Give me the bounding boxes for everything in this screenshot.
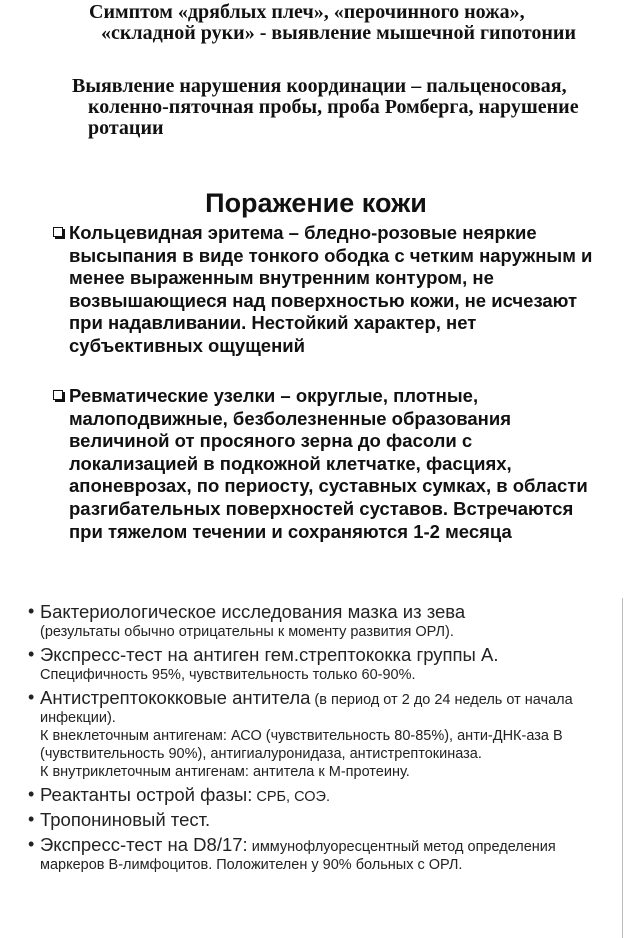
checkbox-bullet-icon	[53, 227, 63, 237]
bullet-dot-icon: •	[28, 784, 35, 804]
item-main-text: Экспресс-тест на D8/17:	[40, 834, 248, 855]
list-item	[28, 600, 613, 641]
list-item	[28, 783, 613, 806]
item-main-text: Тропониновый тест.	[40, 809, 211, 830]
item-inline-note: СРБ, СОЭ.	[252, 789, 331, 805]
paragraph-coordination: Выявление нарушения координации – пальценосовая, коленно-пяточная пробы, проба Ромберга, нарушение ротации	[72, 75, 579, 139]
bullet-dot-icon: •	[28, 601, 35, 621]
list-item	[28, 643, 613, 684]
item-line	[40, 686, 613, 727]
slide-lower-diagnostics	[28, 600, 613, 874]
item-extra-text: К внеклеточным антигенам: АСО (чувствительность 80-85%), анти-ДНК-аза В (чувствительность 90%), антигиалуронидаза, антистрептокиназа.	[40, 728, 563, 762]
list-item	[28, 808, 613, 831]
bullet-nodules	[50, 385, 600, 543]
bullet-erythema-text: Кольцевидная эритема – бледно-розовые неяркие высыпания в виде тонкого ободка с четким наружным и менее выраженным внутренним контуром, не возвышающиеся над поверхностью кожи, не исчезают при надавливании. Нестойкий характер, нет субъективных ощущений	[69, 222, 593, 356]
item-main-text: Реактанты острой фазы:	[40, 784, 253, 805]
list-item	[28, 686, 613, 781]
list-item	[28, 833, 613, 874]
bullet-nodules-text: Ревматические узелки – округлые, плотные, малоподвижные, безболезненные образования величиной от просяного зерна до фасоли с локализацией в подкожной клетчатке, фасциях, апоневрозах, по периосту, суставных сумках, в области разгибательных поверхностей суставов. Встречаются при тяжелом течении и сохраняются 1-2 месяца	[69, 385, 588, 542]
item-extra-text: К внутриклеточным антигенам: антитела к М-протеину.	[40, 764, 410, 780]
item-note-text: (результаты обычно отрицательны к моменту развития ОРЛ).	[40, 624, 454, 640]
item-main-text: Экспресс-тест на антиген гем.стрептококка группы А.	[40, 644, 499, 665]
item-note-text: Специфичность 95%, чувствительность только 60-90%.	[40, 667, 416, 683]
bullet-dot-icon: •	[28, 644, 35, 664]
checkbox-bullet-icon	[53, 390, 63, 400]
bullet-erythema	[50, 222, 600, 358]
item-inline-note: (в период от 2 до 24 недель от начала инфекции).	[40, 692, 573, 726]
bullet-dot-icon: •	[28, 809, 35, 829]
bullet-dot-icon: •	[28, 687, 35, 707]
item-main-text: Бактериологическое исследования мазка из зева	[40, 601, 466, 622]
item-line	[40, 833, 613, 874]
paragraph-hypotonia: Симптом «дряблых плеч», «перочинного ножа», «складной руки» - выявление мышечной гипотонии	[89, 1, 576, 44]
bullet-dot-icon: •	[28, 834, 35, 854]
slide-divider	[622, 598, 623, 938]
item-inline-note: иммунофлуоресцентный метод определения маркеров В-лимфоцитов. Положителен у 90% больных с ОРЛ.	[40, 839, 556, 873]
section-heading: Поражение кожи	[205, 188, 427, 218]
item-line	[40, 783, 613, 806]
item-main-text: Антистрептококковые антитела	[40, 687, 311, 708]
